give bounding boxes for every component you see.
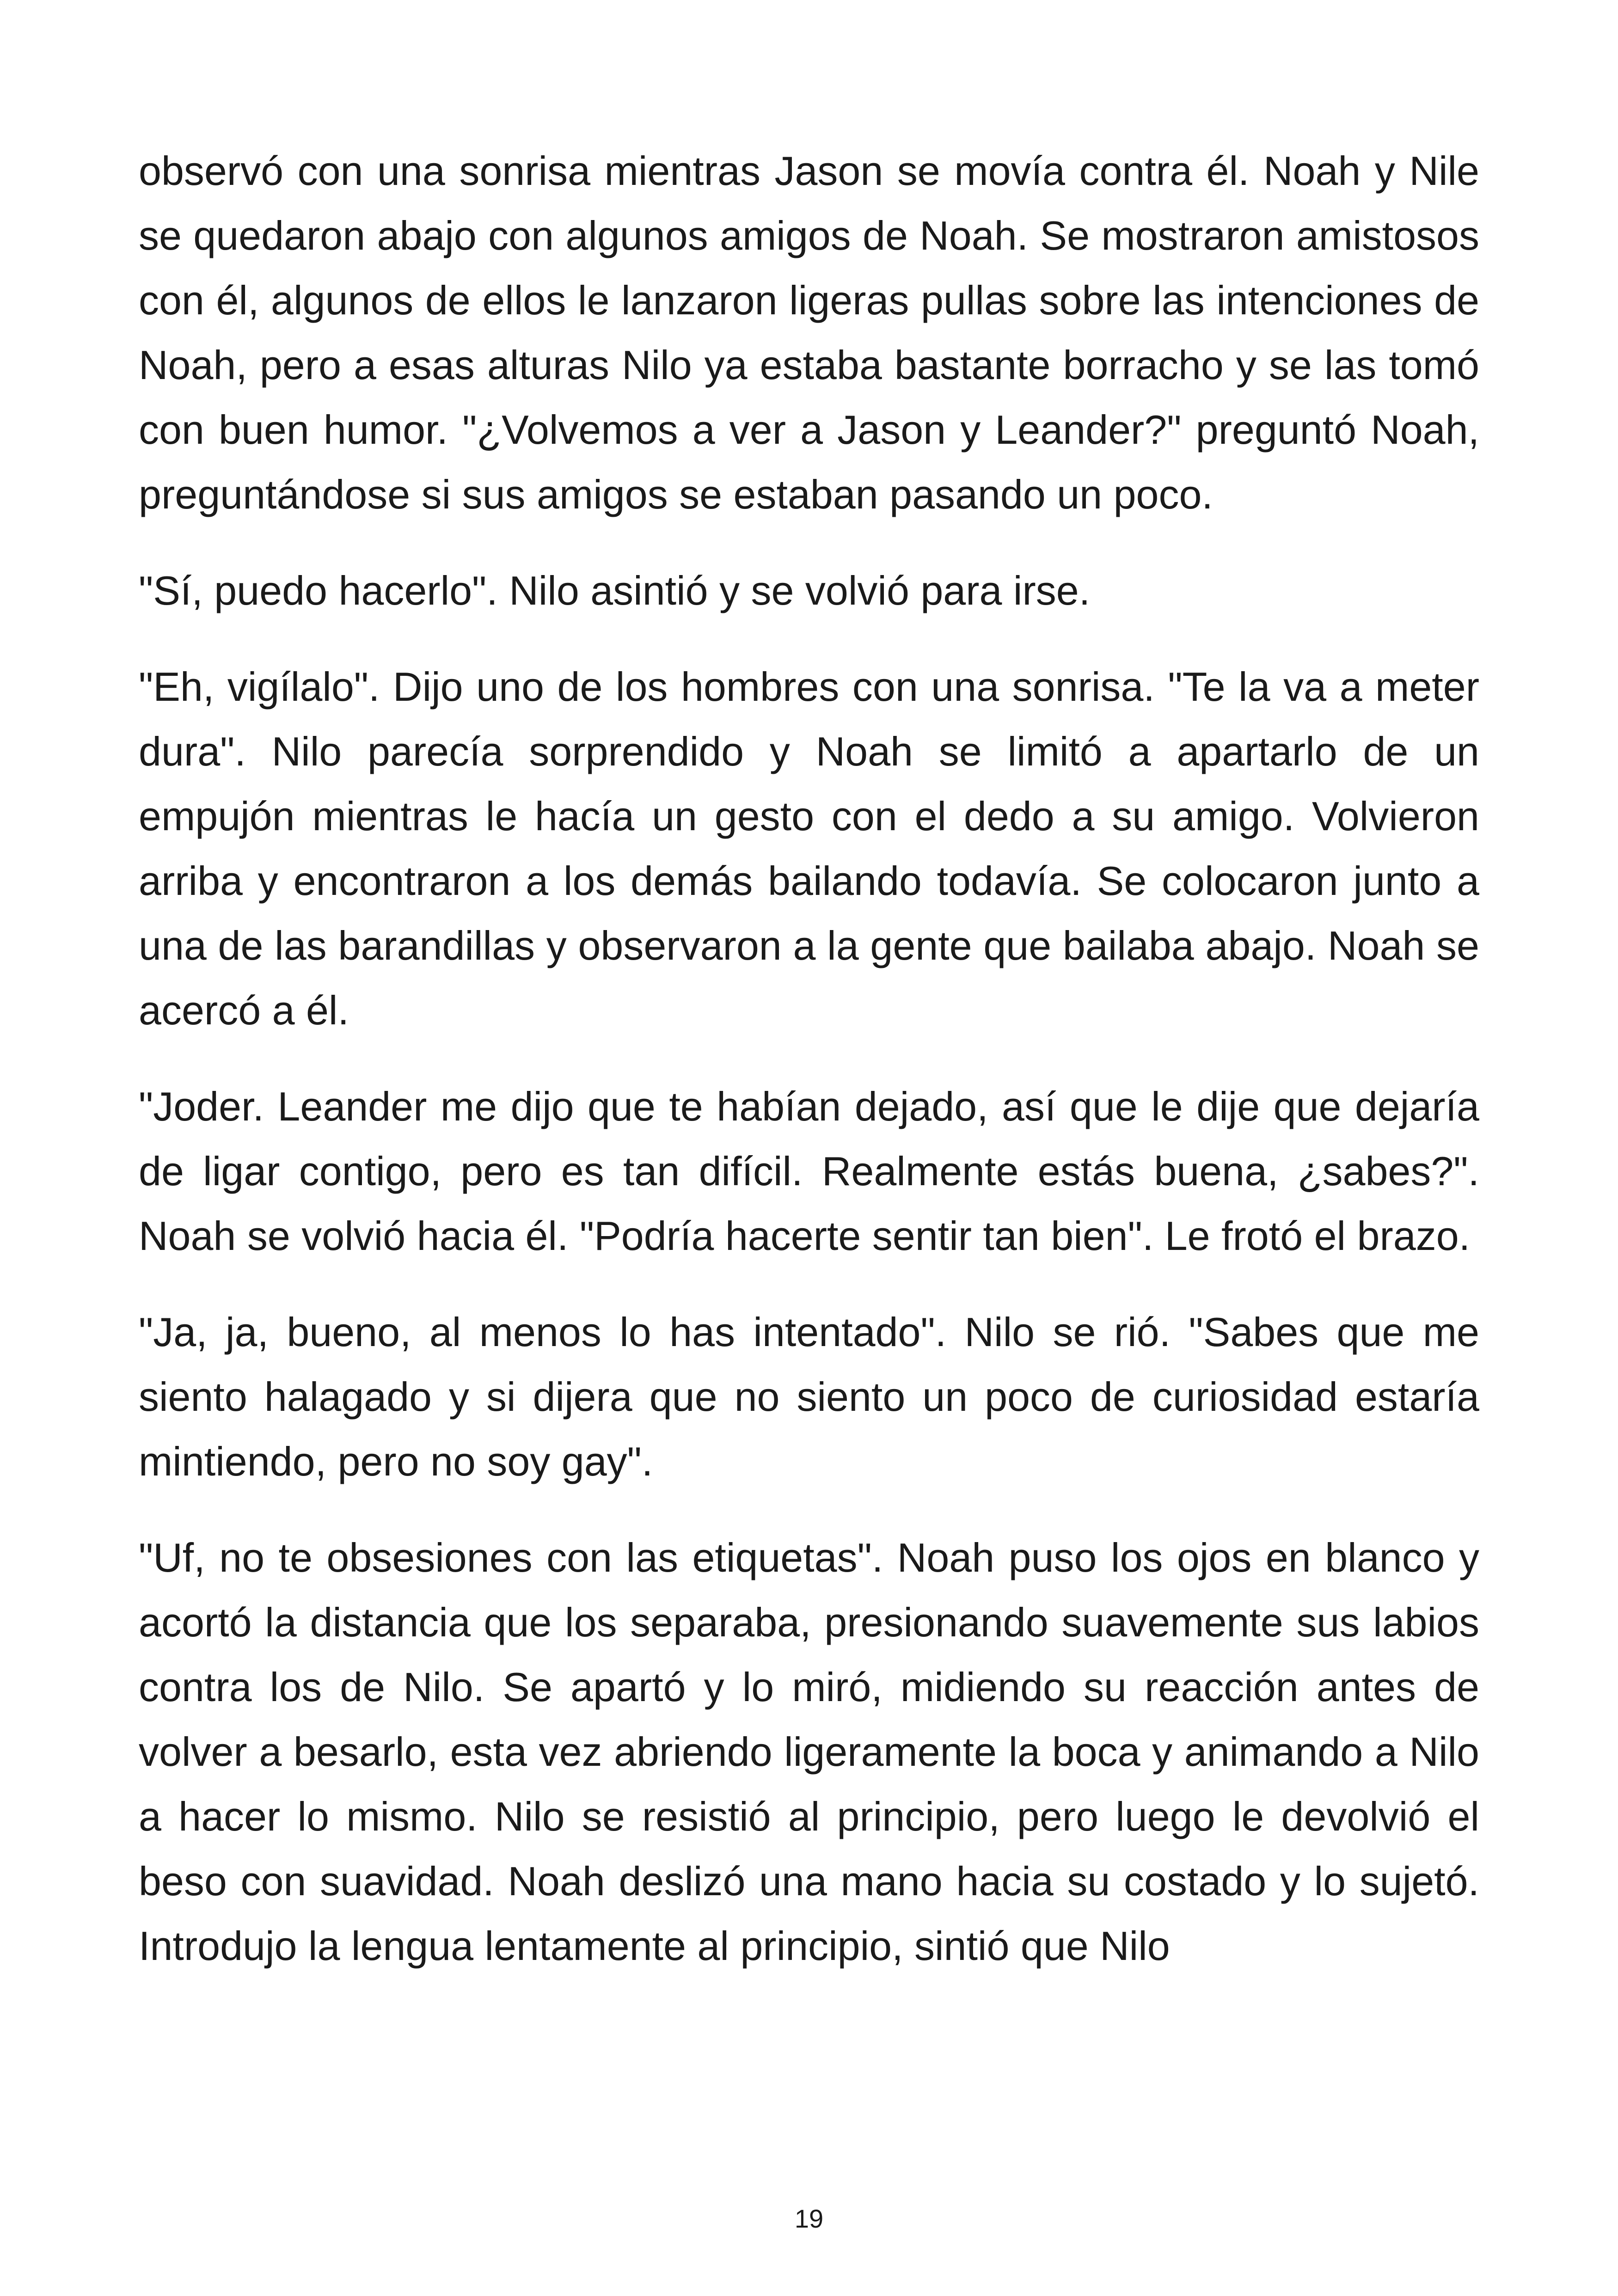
paragraph-4: "Joder. Leander me dijo que te habían dejado, así que le dije que dejaría de ligar contigo, pero es tan difícil. Realmente estás buena, ¿sabes?". Noah se volvió hacia él. "Podría hacerte sentir tan bien". Le frotó el brazo. (139, 1084, 1479, 1259)
body-text (139, 139, 1479, 2010)
page-number: 19 (794, 2204, 824, 2233)
paragraph-2: "Sí, puedo hacerlo". Nilo asintió y se volvió para irse. (139, 568, 1091, 613)
paragraph-5: "Ja, ja, bueno, al menos lo has intentado". Nilo se rió. "Sabes que me siento halagado y si dijera que no siento un poco de curiosidad estaría mintiendo, pero no soy gay". (139, 1309, 1479, 1484)
paragraph-1: observó con una sonrisa mientras Jason se movía contra él. Noah y Nile se quedaron abajo con algunos amigos de Noah. Se mostraron amistosos con él, algunos de ellos le lanzaron ligeras pullas sobre las intenciones de Noah, pero a esas alturas Nilo ya estaba bastante borracho y se las tomó con buen humor. "¿Volvemos a ver a Jason y Leander?" preguntó Noah, preguntándose si sus amigos se estaban pasando un poco. (139, 148, 1479, 517)
paragraph-3: "Eh, vigílalo". Dijo uno de los hombres con una sonrisa. "Te la va a meter dura". Nilo parecía sorprendido y Noah se limitó a apartarlo de un empujón mientras le hacía un gesto con el dedo a su amigo. Volvieron arriba y encontraron a los demás bailando todavía. Se colocaron junto a una de las barandillas y observaron a la gente que bailaba abajo. Noah se acercó a él. (139, 664, 1479, 1033)
paragraph-6: "Uf, no te obsesiones con las etiquetas". Noah puso los ojos en blanco y acortó la distancia que los separaba, presionando suavemente sus labios contra los de Nilo. Se apartó y lo miró, midiendo su reacción antes de volver a besarlo, esta vez abriendo ligeramente la boca y animando a Nilo a hacer lo mismo. Nilo se resistió al principio, pero luego le devolvió el beso con suavidad. Noah deslizó una mano hacia su costado y lo sujetó. Introdujo la lengua lentamente al principio, sintió que Nilo (139, 1535, 1479, 1969)
